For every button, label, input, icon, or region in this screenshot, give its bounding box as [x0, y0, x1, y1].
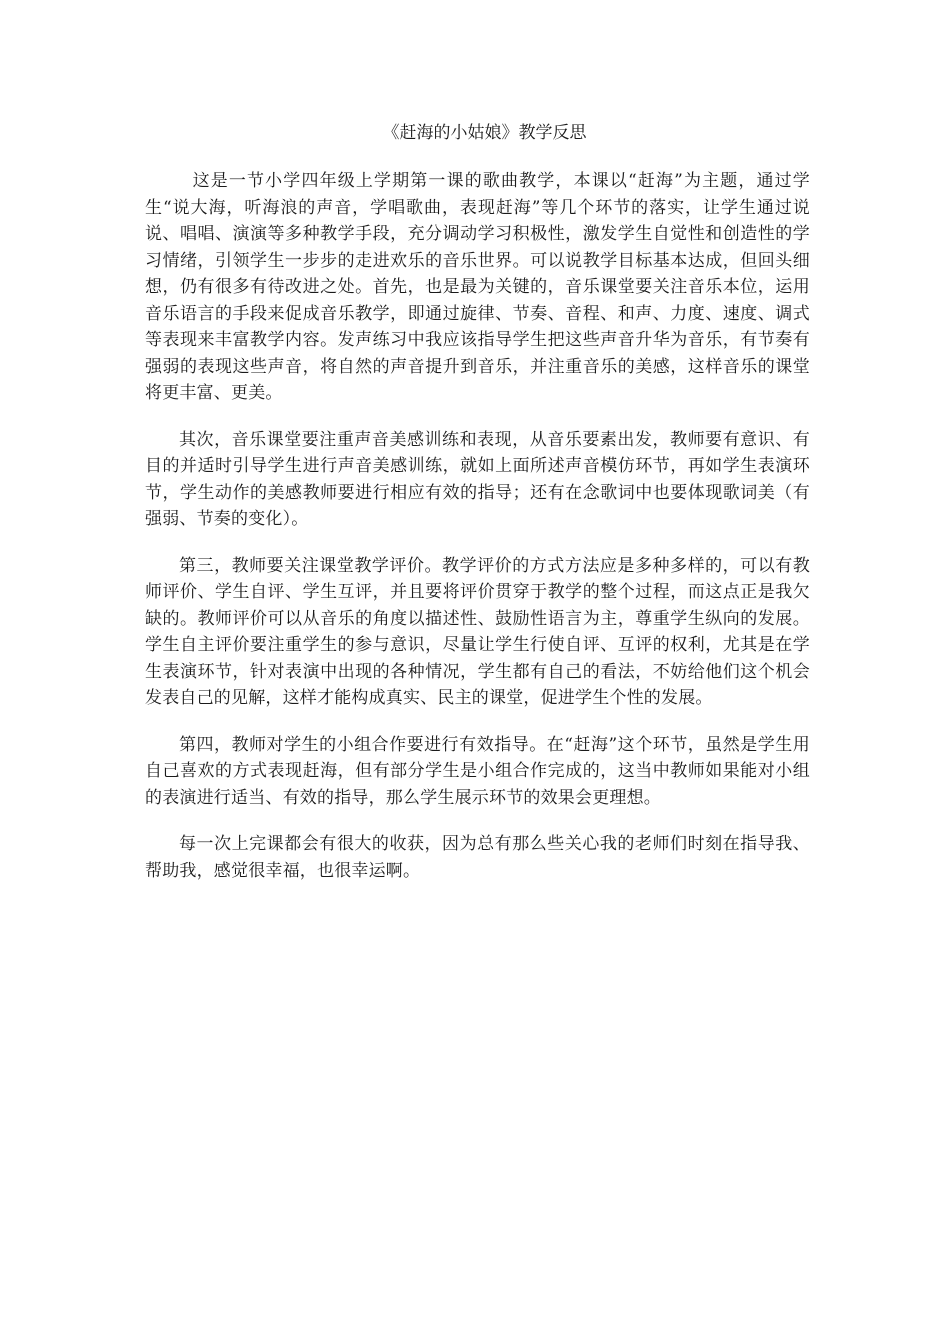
- document-title: 《赶海的小姑娘》教学反思: [382, 123, 587, 143]
- paragraph-second: 其次，音乐课堂要注重声音美感训练和表现，从音乐要素出发，教师要有意识、有目的并适时引导学生进行声音美感训练，就如上面所述声音模仿环节，再如学生表演环节，学生动作的美感教师要进行相应有效的指导；还有在念歌词中也要体现歌词美（有强弱、节奏的变化）。: [145, 429, 810, 529]
- paragraph-intro: 这是一节小学四年级上学期第一课的歌曲教学，本课以“赶海”为主题，通过学生“说大海，听海浪的声音，学唱歌曲，表现赶海”等几个环节的落实，让学生通过说说、唱唱、演演等多种教学手段，充分调动学习积极性，激发学生自觉性和创造性的学习情绪，引领学生一步步的走进欢乐的音乐世界。可以说教学目标基本达成，但回头细想，仍有很多有待改进之处。首先，也是最为关键的，音乐课堂要关注音乐本位，运用音乐语言的手段来促成音乐教学，即通过旋律、节奏、音程、和声、力度、速度、调式等表现来丰富教学内容。发声练习中我应该指导学生把这些声音升华为音乐，有节奏有强弱的表现这些声音，将自然的声音提升到音乐，并注重音乐的美感，这样音乐的课堂将更丰富、更美。: [145, 171, 810, 403]
- paragraph-third: 第三，教师要关注课堂教学评价。教学评价的方式方法应是多种多样的，可以有教师评价、学生自评、学生互评，并且要将评价贯穿于教学的整个过程，而这点正是我欠缺的。教师评价可以从音乐的角度以描述性、鼓励性语言为主，尊重学生纵向的发展。学生自主评价要注重学生的参与意识，尽量让学生行使自评、互评的权利，尤其是在学生表演环节，针对表演中出现的各种情况，学生都有自己的看法，不妨给他们这个机会发表自己的见解，这样才能构成真实、民主的课堂，促进学生个性的发展。: [145, 555, 810, 708]
- paragraph-closing: 每一次上完课都会有很大的收获，因为总有那么些关心我的老师们时刻在指导我、帮助我，感觉很幸福，也很幸运啊。: [145, 834, 810, 881]
- document-page: [145, 120, 810, 904]
- paragraph-fourth: 第四，教师对学生的小组合作要进行有效指导。在“赶海”这个环节，虽然是学生用自己喜欢的方式表现赶海，但有部分学生是小组合作完成的，这当中教师如果能对小组的表演进行适当、有效的指导，那么学生展示环节的效果会更理想。: [145, 734, 810, 808]
